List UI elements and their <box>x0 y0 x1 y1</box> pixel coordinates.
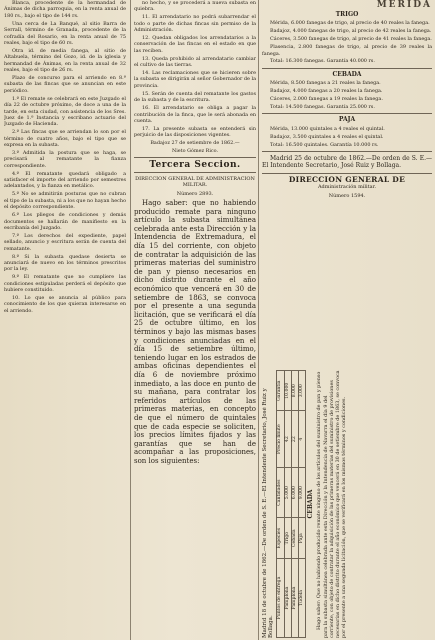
paragraph: 2.º Las fincas que se arriendan lo son por el término de cuatro años, bajo el tipo que se expresa en la subasta. <box>4 129 126 149</box>
paragraph: 1.º El remate se celebrará en este Juzgado el día 22 de octubre próximo, de doce a una de la tarde, en esta ciudad, con asistencia de los Sres. Juez de 1.ª Instancia y escribano actuario del Juzgado de Hacienda. <box>4 95 126 128</box>
trigo-title: TRIGO <box>335 11 359 18</box>
paragraph: 12. Quedan obligados los arrendatarios a la conservación de las fincas en el estado en que las reciben. <box>134 35 256 54</box>
divider <box>262 113 432 114</box>
trigo-line: Cáceres, 3.500 fanegas de trigo, al precio de 41 reales la fanega. <box>270 36 432 43</box>
table-cell: 6.000 <box>291 467 298 518</box>
divider <box>262 173 432 174</box>
table-row <box>299 371 306 638</box>
direction-title: DIRECCION GENERAL DE <box>288 174 406 184</box>
masthead: MERIDA <box>376 0 432 10</box>
trigo-total: Total: 16.300 fanegas. Garantía 40.000 rs. <box>270 58 375 65</box>
direction-subtitle: Administración militar. <box>317 184 377 191</box>
table-cell: 9.000 <box>299 467 306 518</box>
paragraph: 16. El arrendatario se obliga a pagar la contribución de la finca, que le será abonada en cuenta. <box>134 105 256 124</box>
cebada-total: Total: 14.500 fanegas. Garantía 25.000 rs. <box>270 103 375 110</box>
section-title: Tercera Seccion. <box>149 160 241 171</box>
paja-line: Mérida, 13.000 quintales a 4 reales el quintal. <box>270 125 385 132</box>
paja-title: PAJA <box>338 116 356 124</box>
table-cell: 4 <box>299 411 306 467</box>
signature: Nieto Gómez Rico. <box>171 148 219 155</box>
table-cell: 42 <box>284 411 291 467</box>
paragraph: 7.º Los derechos del expediente, papel sellado, anuncio y escritura serán de cuenta del rematante. <box>4 232 126 252</box>
table-cell: Trigo <box>284 518 291 559</box>
direction-number: Número 1594. <box>328 192 366 199</box>
table-header-cell: Cantidades <box>277 467 284 518</box>
rotated-label: CEBADA <box>307 489 315 519</box>
closing-line: Madrid 25 de octubre de 1862.—De orden de S. E.—El Intendente Secretario, José Ruiz y Bollaga. <box>262 155 432 170</box>
paragraph: 4.º El rematante quedará obligado a satisfacer el importe del arriendo por semestres adelantados, y la fianza en metálico. <box>4 170 126 190</box>
column-rule <box>258 0 259 640</box>
cebada-line: Cáceres, 2.000 fanegas a 19 reales la fanega. <box>270 96 383 103</box>
table-header-row <box>277 371 284 638</box>
table-header-cell: Especies <box>277 518 284 559</box>
table-cell: Paja <box>299 518 306 559</box>
table-header-cell: Garantía <box>277 371 284 411</box>
paragraph: Otra id. de media fanega, al sitio de Altabuela, término del Gozo, id. de la iglesia y hermandad de Ánimas, en la renta anual de 32 reales, bajo el tipo de 26 rs. <box>4 47 126 74</box>
paragraph: 15. Serán de cuenta del rematante los gastos de la subasta y de la escritura. <box>134 90 256 104</box>
table-cell: Pamplona <box>284 559 291 638</box>
table-row <box>284 371 291 638</box>
table-cell: Cebada <box>291 518 298 559</box>
paragraph: 3.º Admitida la postura que se haga, se precisará al rematante la fianza correspondiente. <box>4 149 126 169</box>
column-2 <box>134 0 256 640</box>
table-header-cell: Precio límite <box>277 411 284 467</box>
cebada-line: Badajoz, 4.000 fanegas a 20 reales la fanega. <box>270 88 383 95</box>
paja-line: Badajoz, 3.500 quintales a 4 reales el quintal. <box>270 133 384 140</box>
table-cell: 3.000 <box>299 371 306 411</box>
table-header-cell: Puntos de entrega <box>277 559 284 638</box>
trigo-line: Plasencia, 2.800 fanegas de trigo, al precio de 39 reales la fanega. <box>262 44 432 57</box>
supply-table <box>276 370 306 638</box>
paragraph: no hecho, y se procederá a nueva subasta en quiebra. <box>134 0 256 13</box>
paja-total: Total: 16.500 quintales. Garantía 10.000 rs. <box>270 141 379 148</box>
rotated-block <box>262 370 432 638</box>
paragraph: 9.º El rematante que no cumpliere las condiciones estipuladas perderá el depósito que hubiere constituido. <box>4 274 126 294</box>
cebada-line: Mérida, 8.500 fanegas a 21 reales la fanega. <box>270 80 381 87</box>
rotated-content <box>262 370 432 638</box>
paragraph: 6.º Los pliegos de condiciones y demás documentos se hallarán de manifiesto en la escribanía del Juzgado. <box>4 212 126 231</box>
table-cell: 22 <box>291 411 298 467</box>
table-cell: 10.000 <box>284 371 291 411</box>
divider <box>134 172 256 173</box>
trigo-line: Mérida, 6.000 fanegas de trigo, al precio de 40 reales la fanega. <box>270 20 430 27</box>
table-cell: 5.000 <box>284 467 291 518</box>
trigo-line: Badajoz, 4.000 fanegas de trigo, al precio de 42 reales la fanega. <box>270 28 432 35</box>
paragraph: 14. Las reclamaciones que se hicieren sobre la subasta se dirigirán al señor Gobernador de la provincia. <box>134 70 256 89</box>
notice-text: Hago saber: que no habiendo producido remate para ninguno artículo la subasta simultánea celebrada ante esta Dirección y la Intendencia de Extremadura, el día 15 del corriente, con objeto de contratar la adquisición de las primeras materias del suministro de pan y pienso necesarios en dicho distrito durante el año económico que vencerá en 30 de setiembre de 1863, se convoca por el presente a una segunda licitación, que se verificará el día 25 de octubre último, en los términos y bajo las mismas bases y condiciones anunciadas en el día 15 de setiembre último, teniendo lugar en los estrados de ambas oficinas dependientes el día 6 de noviembre próximo inmediato, a las doce en punto de su mañana, para contratar los referidos artículos de las primeras materias, en concepto de que el número de quintales que de cada especie se soliciten, los precios límites fijados y las garantías que se han de acompañar a las proposiciones, son los siguientes: <box>134 199 256 465</box>
paragraph: 5.º No se admitirán posturas que no cubran el tipo de la subasta, ni a los que no hayan hecho el depósito correspondiente. <box>4 191 126 211</box>
table-cell: Pamplona <box>291 559 298 638</box>
divider <box>262 68 432 69</box>
cebada-title: CEBADA <box>332 70 362 78</box>
notice-number: Número 2893. <box>176 190 214 197</box>
date-line: Badajoz 27 de setiembre de 1862.— <box>150 140 240 147</box>
table-row <box>291 371 298 638</box>
paragraph: 13. Queda prohibido al arrendatario cambiar el cultivo de las tierras. <box>134 55 256 69</box>
direction-notice: Hago saber: Que no habiendo producido remate ninguno de los artículos del suministro de pan y pienso para la subasta simultánea celebrada ante esta Dirección y la Intendencia de Navarra el día 9 del corriente, con objeto de contratar la adquisición de las primeras materias del suministro de provisiones necesarias en dicho distrito durante el año económico que vencerá en 30 de setiembre de 1863, se convoca por el presente a una segunda licitación, que se verificará en los mismos términos y condiciones. <box>316 370 348 638</box>
paragraph: Blanca, procedente de la hermandad de Ánimas de dicha parroquia, en la renta anual de 180 rs., bajo el tipo de 144 rs. <box>4 0 126 19</box>
paragraph: 8.º Si la subasta quedase desierta se anunciará de nuevo en los términos prescritos por la ley. <box>4 253 126 273</box>
divider <box>134 157 256 158</box>
column-1 <box>4 0 126 640</box>
section-subtitle: DIRECCION GENERAL DE ADMINISTRACION MILITAR. <box>135 175 255 189</box>
paragraph: 11. El arrendatario no podrá subarrendar el todo o parte de dichas fincas sin permiso de la Administración. <box>134 14 256 34</box>
paragraph: Una cerca de La Banqué, al sitio Barra de Serrall, término de Granada, procedente de la cofradía del Rosario, en la renta anual de 75 reales, bajo el tipo de 60 rs. <box>4 20 126 46</box>
table-cell: Tudela <box>299 559 306 638</box>
paragraph: 10. Lo que se anuncia al público para conocimiento de los que quieran interesarse en el arriendo. <box>4 294 126 314</box>
column-rule <box>130 0 131 640</box>
divider <box>262 151 432 152</box>
rotated-header: Madrid 18 de octubre de 1862.—De orden de S. E.—El Intendente Secretario, José Ruiz y Bollaga. <box>262 388 275 638</box>
paragraph: Plazo de concurso para el arriendo en 8.ª subasta de las fincas que se anuncian en este periódico. <box>4 74 126 94</box>
table-cell: 8.000 <box>291 371 298 411</box>
paragraph: 17. La presente subasta se entenderá sin perjuicio de las disposiciones vigentes. <box>134 125 256 139</box>
